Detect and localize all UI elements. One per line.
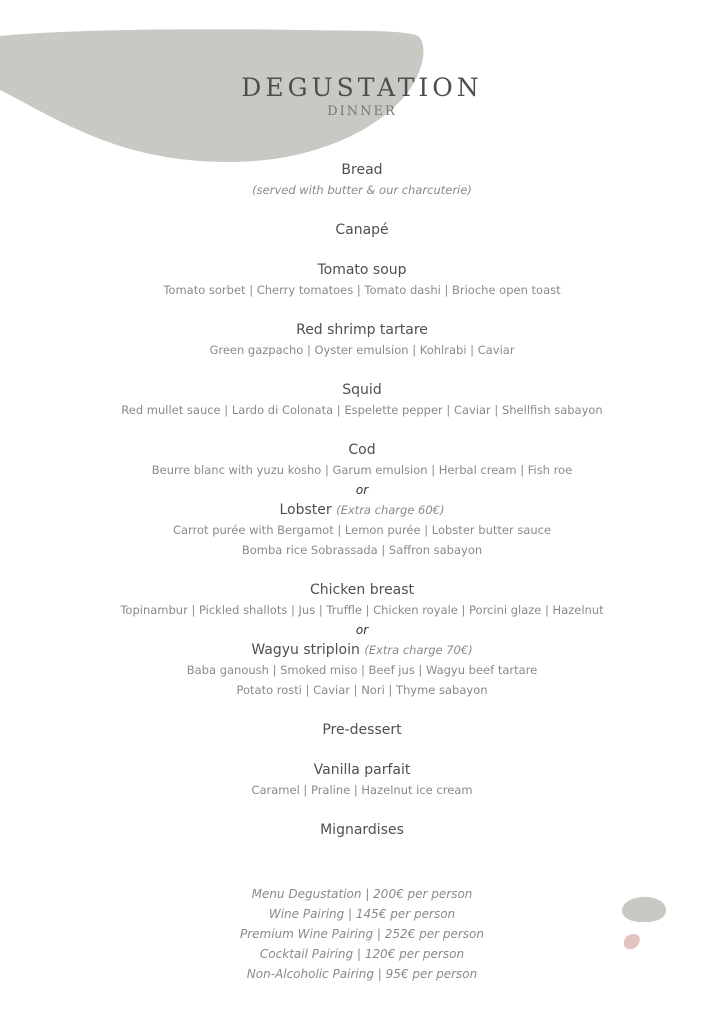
- dish-chicken-desc: Topinambur | Pickled shallots | Jus | Truffle | Chicken royale | Porcini glaze | Hazelnut: [120, 603, 604, 617]
- dish-chicken: Chicken breast: [309, 582, 415, 598]
- dish-cod-desc: Beurre blanc with yuzu kosho | Garum emulsion | Herbal cream | Fish roe: [151, 463, 573, 477]
- menu-header: [0, 72, 724, 120]
- menu-courses: [0, 160, 724, 840]
- dish-wagyu-extra: (Extra charge 70€): [364, 643, 473, 657]
- dish-lobster-name: Lobster: [279, 502, 332, 518]
- dish-vanilla-parfait-desc: Caramel | Praline | Hazelnut ice cream: [251, 783, 473, 797]
- or-separator: or: [355, 483, 369, 497]
- dish-canape: Canapé: [335, 222, 389, 238]
- dish-wagyu-desc-2: Potato rosti | Caviar | Nori | Thyme sabayon: [236, 683, 488, 697]
- dish-lobster-desc-1: Carrot purée with Bergamot | Lemon purée | Lobster butter sauce: [172, 523, 552, 537]
- or-separator: or: [355, 623, 369, 637]
- dish-bread: Bread: [341, 162, 383, 178]
- dish-red-shrimp-desc: Green gazpacho | Oyster emulsion | Kohlrabi | Caviar: [209, 343, 515, 357]
- price-cocktail-pairing: Cocktail Pairing | 120€ per person: [259, 947, 465, 961]
- dish-wagyu-name: Wagyu striploin: [251, 642, 360, 658]
- page-subtitle: DINNER: [327, 104, 397, 119]
- price-wine-pairing: Wine Pairing | 145€ per person: [268, 907, 456, 921]
- dish-wagyu: [0, 640, 724, 660]
- dish-cod: Cod: [348, 442, 376, 458]
- pricing-list: [0, 884, 724, 984]
- dish-lobster-extra: (Extra charge 60€): [336, 503, 445, 517]
- dish-tomato-soup-desc: Tomato sorbet | Cherry tomatoes | Tomato dashi | Brioche open toast: [163, 283, 561, 297]
- dish-lobster: [0, 500, 724, 520]
- dish-squid-desc: Red mullet sauce | Lardo di Colonata | Espelette pepper | Caviar | Shellfish sabayon: [121, 403, 603, 417]
- page-title: DEGUSTATION: [241, 73, 483, 102]
- dish-lobster-desc-2: Bomba rice Sobrassada | Saffron sabayon: [241, 543, 483, 557]
- dish-wagyu-desc-1: Baba ganoush | Smoked miso | Beef jus | Wagyu beef tartare: [186, 663, 538, 677]
- dish-tomato-soup: Tomato soup: [317, 262, 407, 278]
- dish-mignardises: Mignardises: [320, 822, 404, 838]
- dish-squid: Squid: [342, 382, 382, 398]
- dish-bread-desc: (served with butter & our charcuterie): [252, 183, 472, 197]
- dish-vanilla-parfait: Vanilla parfait: [313, 762, 411, 778]
- dish-pre-dessert: Pre-dessert: [322, 722, 402, 738]
- dish-red-shrimp: Red shrimp tartare: [296, 322, 428, 338]
- price-non-alcoholic-pairing: Non-Alcoholic Pairing | 95€ per person: [246, 967, 478, 981]
- price-premium-wine-pairing: Premium Wine Pairing | 252€ per person: [239, 927, 484, 941]
- price-menu-degustation: Menu Degustation | 200€ per person: [251, 887, 473, 901]
